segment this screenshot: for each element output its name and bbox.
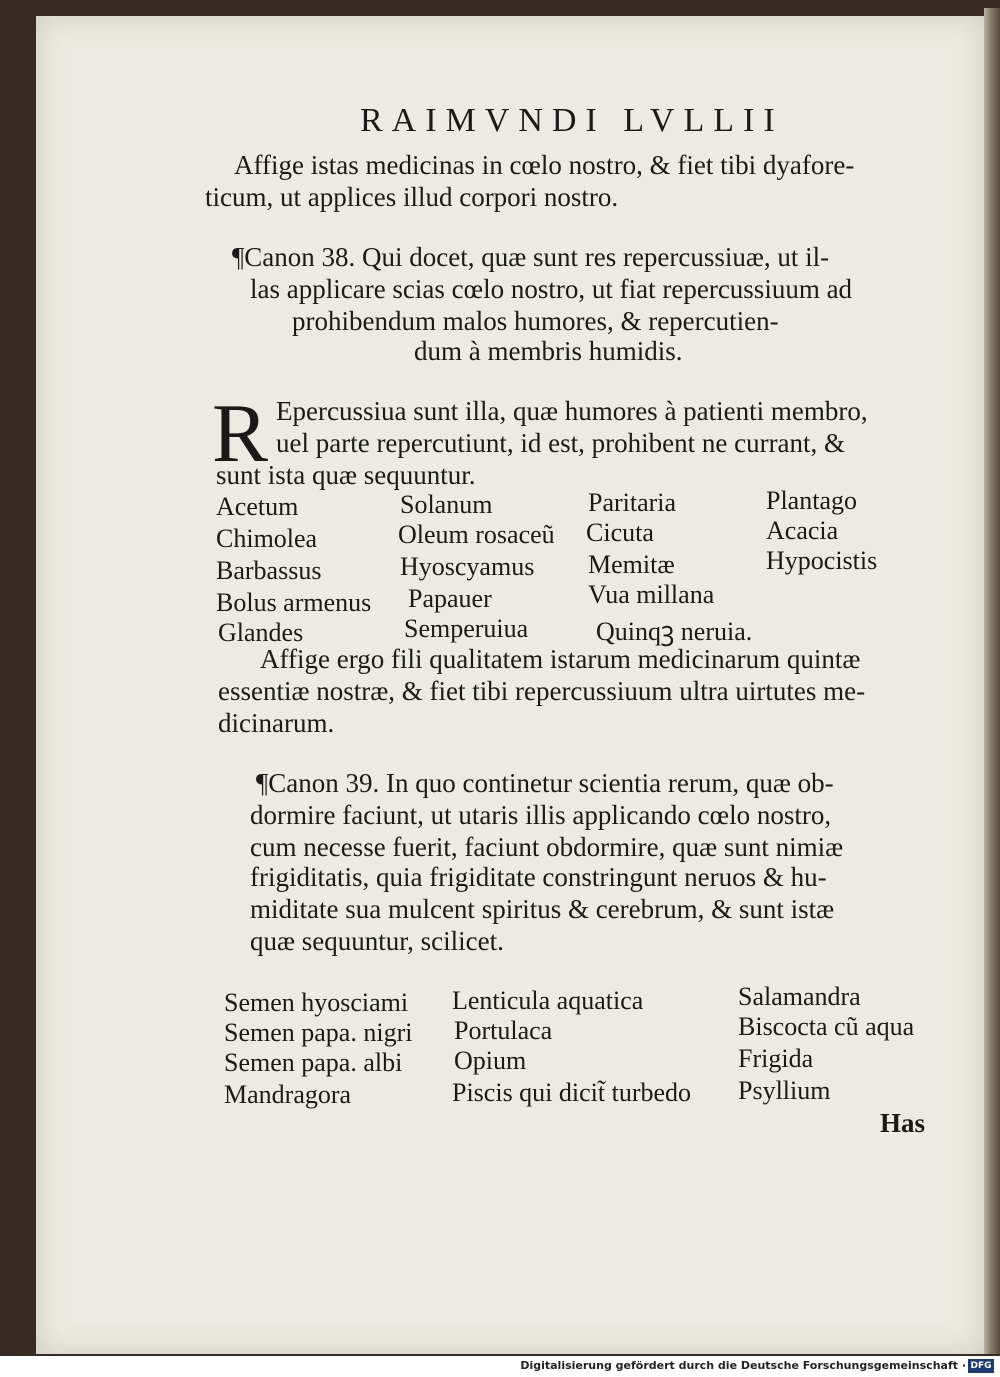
list-item: Bolus armenus	[216, 588, 372, 617]
canon-heading-line: las applicare scias cœlo nostro, ut fiat repercussiuum ad	[250, 274, 853, 304]
list-item: Semperuiua	[404, 614, 529, 643]
list-item: Semen papa. albi	[224, 1048, 403, 1077]
list-item: Glandes	[218, 618, 304, 647]
list-item: Hyoscyamus	[400, 552, 535, 581]
text-line: Epercussiua sunt illa, quæ humores à patienti membro,	[276, 396, 868, 426]
canon-heading-line: cum necesse fuerit, faciunt obdormire, quæ sunt nimiæ	[250, 832, 844, 862]
list-item: Memitæ	[588, 550, 675, 579]
list-item: Frigida	[738, 1044, 814, 1073]
canon-heading-line: dum à membris humidis.	[414, 336, 683, 366]
list-item: Cicuta	[586, 518, 654, 547]
list-item: Papauer	[408, 584, 492, 613]
list-item: Semen hyosciami	[224, 988, 409, 1017]
list-item: Semen papa. nigri	[224, 1018, 413, 1047]
canon-heading-line: dormire faciunt, ut utaris illis applicando cœlo nostro,	[250, 800, 832, 830]
list-item: Biscocta cũ aqua	[738, 1012, 915, 1041]
list-item: Piscis qui dicit̃ turbedo	[452, 1078, 692, 1107]
drop-cap: R	[212, 387, 269, 480]
text-line: ticum, ut applices illud corpori nostro.	[205, 182, 619, 212]
canon-heading-line: ¶Canon 39. In quo continetur scientia rerum, quæ ob-	[256, 768, 834, 798]
pilcrow-icon: ¶	[256, 768, 269, 798]
canon-heading-line: frigiditatis, quia frigiditate constringunt neruos & hu-	[250, 862, 827, 892]
catchword: Has	[880, 1108, 926, 1138]
canon-heading-line: prohibendum malos humores, & repercutien-	[292, 306, 779, 336]
list-item: Hypocistis	[766, 546, 878, 575]
text-line: Affige istas medicinas in cœlo nostro, & fiet tibi dyafore-	[234, 150, 855, 180]
footer-credit: Digitalisierung gefördert durch die Deutsche Forschungsgemeinschaft ·	[520, 1359, 966, 1372]
text-line: essentiæ nostræ, & fiet tibi repercussiuum ultra uirtutes me-	[218, 676, 866, 706]
list-item: Psyllium	[738, 1076, 831, 1105]
canon-heading-line: quæ sequuntur, scilicet.	[250, 926, 504, 956]
text-line: uel parte repercutiunt, id est, prohibent ne currant, &	[276, 428, 846, 458]
list-item: Acetum	[216, 492, 299, 521]
running-head: RAIMVNDI LVLLII	[360, 102, 784, 139]
canon-heading-line: ¶Canon 38. Qui docet, quæ sunt res repercussiuæ, ut il-	[232, 242, 830, 272]
list-item: Lenticula aquatica	[452, 986, 644, 1015]
list-item: Plantago	[766, 486, 857, 515]
dfg-logo-icon: DFG	[968, 1359, 994, 1373]
list-item: Mandragora	[224, 1080, 352, 1109]
list-item: Portulaca	[454, 1016, 553, 1045]
list-item: Salamandra	[738, 982, 861, 1011]
list-item: Barbassus	[216, 556, 322, 585]
text-line: Affige ergo fili qualitatem istarum medicinarum quintæ	[260, 644, 861, 674]
list-item: Paritaria	[588, 488, 677, 517]
list-item: Solanum	[400, 490, 493, 519]
canon-heading-line: miditate sua mulcent spiritus & cerebrum, & sunt istæ	[250, 894, 835, 924]
list-item: Vua millana	[588, 580, 715, 609]
list-item: Opium	[454, 1046, 527, 1075]
list-item: Quinqꝫ neruia.	[596, 617, 753, 646]
list-item: Acacia	[766, 516, 839, 545]
pilcrow-icon: ¶	[232, 242, 245, 272]
text-line: sunt ista quæ sequuntur.	[216, 460, 476, 490]
text-line: dicinarum.	[218, 708, 335, 738]
list-item: Oleum rosaceũ	[398, 520, 555, 549]
list-item: Chimolea	[216, 524, 318, 553]
page-edge-shadow	[984, 8, 1000, 1354]
